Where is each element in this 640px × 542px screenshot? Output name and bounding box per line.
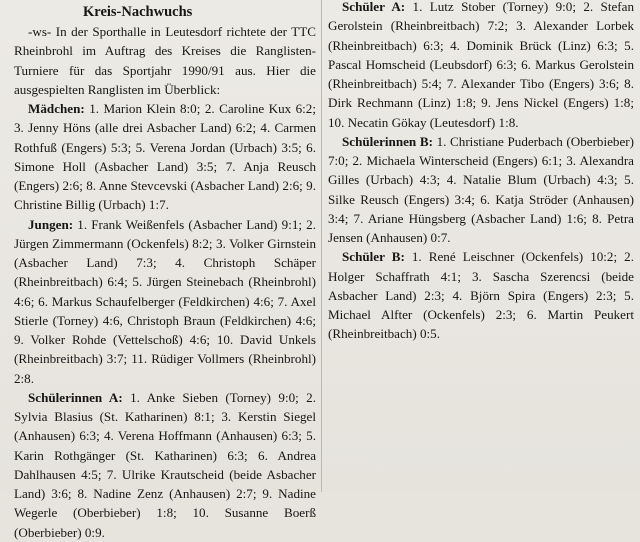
section-results: 1. Anke Sieben (Torney) 9:0; 2. Sylvia Blasius (St. Katharinen) 8:1; 3. Kerstin Siegel (Anhausen) 6:3; 4. Verena Hoffmann (Anhausen) 6:3; 5. Karin Rothgänger (St. Katharinen) 6:3; 6. Andrea Dahlhausen 4:5; 7. Ulrike Krautscheid (beide Asbacher Land) 3:6; 8. Nadine Zenz (Anhausen) 2:7; 9. Nadine Wegerle (Oberbieber) 1:8; 10. Susanne Boerß (Oberbieber) 0:9. <box>14 389 316 540</box>
section-results: 1. Lutz Stober (Torney) 9:0; 2. Stefan Gerolstein (Rheinbreitbach) 7:2; 3. Alexander Lorbek (Rheinbreitbach) 6:3; 4. Dominik Brück (Linz) 6:3; 5. Pascal Homscheid (Leubsdorf) 6:3; 6. Markus Gerolstein (Rheinbreitbach) 5:4; 7. Alexander Tibo (Engers) 3:6; 8. Dirk Rechmann (Linz) 1:8; 9. Jens Nickel (Engers) 1:8; 10. Necatin Gökay (Leutesdorf) 1:8. <box>328 0 634 130</box>
section-results: 1. Frank Weißenfels (Asbacher Land) 9:1; 2. Jürgen Zimmermann (Ockenfels) 8:2; 3. Volker Girnstein (Asbacher Land) 7:3; 4. Christoph Schäper (Rheinbreitbach) 6:4; 5. Jürgen Steinebach (Rheinbrohl) 4:6; 6. Markus Schaufelberger (Feldkirchen) 4:6; 7. Axel Stierle (Torney) 4:6, Christoph Braun (Feldkirchen) 4:6; 9. Volker Rohde (Vettelschoß) 4:6; 10. David Unkels (Rheinbreitbach) 3:7; 11. Rüdiger Vollmers (Rheinbrohl) 2:8. <box>14 216 316 386</box>
section-schueler-b <box>328 247 634 343</box>
section-schueler-a <box>328 0 634 132</box>
section-label: Schülerinnen B: <box>342 133 433 149</box>
section-schuelerinnen-a <box>14 388 316 542</box>
article-intro: -ws- In der Sporthalle in Leutesdorf richtete der TTC Rheinbrohl im Auftrag des Kreises die Ranglisten-Turniere für das Sportjahr 1990/91 aus. Hier die ausgespielten Ranglisten im Überblick: <box>14 24 316 97</box>
article-headline: Kreis-Nachwuchs <box>83 4 193 20</box>
section-label: Jungen: <box>28 216 74 232</box>
right-column <box>328 0 634 344</box>
section-results: 1. Marion Klein 8:0; 2. Caroline Kux 6:2; 3. Jenny Höns (alle drei Asbacher Land) 6:2; 4. Carmen Rothfuß (Engers) 5:3; 5. Verena Jordan (Urbach) 3:5; 6. Simone Holl (Asbacher Land) 3:5; 7. Anja Reusch (Engers) 2:6; 8. Anne Stevcevski (Asbacher Land) 2:6; 9. Christine Billig (Urbach) 1:7. <box>14 101 316 213</box>
section-schuelerinnen-b <box>328 132 634 248</box>
section-label: Schüler A: <box>342 0 406 14</box>
column-divider <box>321 0 322 492</box>
section-results: 1. Christiane Puderbach (Oberbieber) 7:0; 2. Michaela Winterscheid (Engers) 6:1; 3. Alexandra Gilles (Urbach) 4:3; 4. Natalie Blum (Urbach) 4:3; 5. Silke Reusch (Engers) 3:4; 6. Katja Ströder (Anhausen) 3:4; 7. Ariane Hüngsberg (Asbacher Land) 1:6; 8. Petra Jensen (Anhausen) 0:7. <box>328 133 634 245</box>
left-column <box>14 3 316 542</box>
section-label: Schülerinnen A: <box>28 389 123 405</box>
section-jungen <box>14 215 316 388</box>
section-label: Mädchen: <box>28 101 85 116</box>
section-results: 1. René Leischner (Ockenfels) 10:2; 2. Holger Schaffrath 4:1; 3. Sascha Szerencsi (beide Asbacher Land) 2:3; 4. Björn Spira (Engers) 2:3; 5. Michael Alfter (Ockenfels) 2:3; 6. Martin Peukert (Rheinbreitbach) 0:5. <box>328 249 634 342</box>
section-maedchen <box>14 99 316 215</box>
section-label: Schüler B: <box>342 249 405 265</box>
